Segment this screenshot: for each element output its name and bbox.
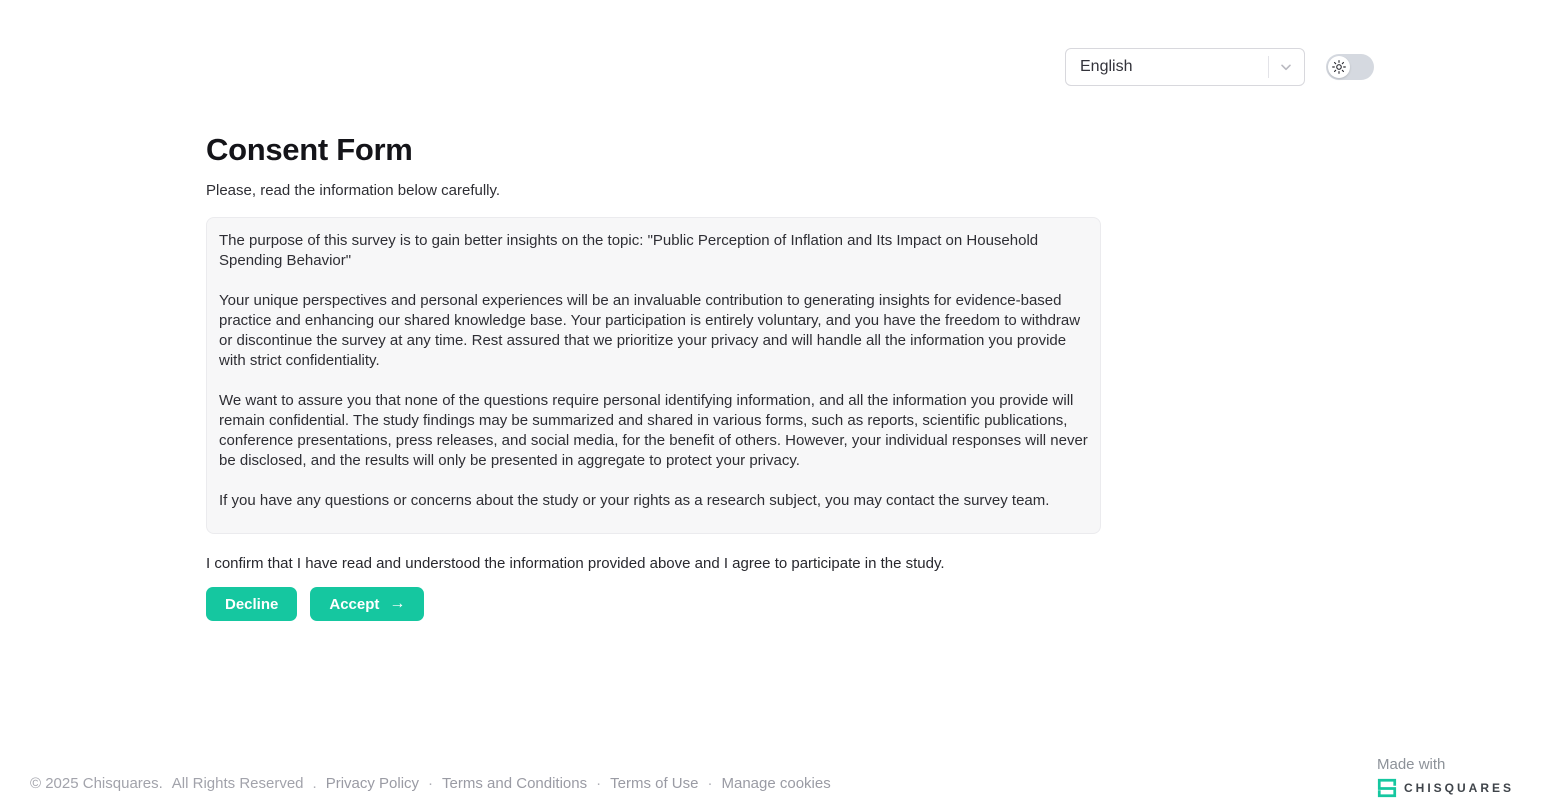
subtitle: Please, read the information below carefully.: [206, 182, 501, 199]
copyright-text: © 2025 Chisquares.: [30, 775, 163, 792]
separator: .: [312, 775, 317, 792]
select-divider: [1268, 56, 1269, 78]
theme-toggle-knob: [1328, 56, 1350, 78]
page-title: Consent Form: [206, 132, 413, 167]
footer-legal: [30, 775, 831, 792]
separator: ·: [707, 775, 713, 792]
footer-link-privacy-policy[interactable]: Privacy Policy: [325, 775, 420, 792]
separator: ·: [428, 775, 434, 792]
accept-button[interactable]: [310, 587, 424, 621]
chevron-down-icon: [1278, 59, 1294, 75]
made-with-text: Made with: [1377, 756, 1446, 773]
consent-info-box: [206, 217, 1101, 534]
chisquares-logo-icon: [1377, 778, 1397, 798]
footer-link-terms-of-use[interactable]: Terms of Use: [610, 775, 699, 792]
arrow-right-icon: →: [389, 595, 406, 612]
theme-toggle[interactable]: [1326, 54, 1374, 80]
language-select-value: English: [1080, 58, 1133, 75]
sun-icon: [1331, 59, 1347, 75]
footer-link-terms-and-conditions[interactable]: Terms and Conditions: [442, 775, 588, 792]
brand-wordmark: CHISQUARES: [1404, 781, 1515, 795]
accept-button-label: Accept: [329, 595, 380, 613]
consent-paragraph-confidentiality: We want to assure you that none of the questions require personal identifying information, and all the information you provide will remain confidential. The study findings may be summarized and shared in various forms, such as reports, scientific publications, conference presentations, press releases, and social media, for the benefit of others. However, your individual responses will never be disclosed, and the results will only be presented in aggregate to protect your privacy.: [219, 392, 1088, 469]
consent-form: [206, 132, 1101, 621]
consent-paragraph-contact: If you have any questions or concerns about the study or your rights as a research subject, you may contact the survey team.: [219, 492, 1050, 509]
consent-actions: [206, 587, 1101, 621]
footer-link-manage-cookies[interactable]: Manage cookies: [721, 775, 831, 792]
made-with-block: [1377, 756, 1514, 798]
consent-paragraph-purpose: The purpose of this survey is to gain better insights on the topic: "Public Perception of Inflation and Its Impact on Household Spending Behavior": [219, 232, 1039, 269]
decline-button[interactable]: Decline: [206, 587, 297, 621]
confirmation-text: I confirm that I have read and understood the information provided above and I agree to participate in the study.: [206, 555, 945, 572]
brand-row[interactable]: [1377, 778, 1514, 798]
separator: ·: [596, 775, 602, 792]
language-select[interactable]: [1065, 48, 1305, 86]
rights-text: All Rights Reserved: [171, 775, 304, 792]
consent-paragraph-voluntary: Your unique perspectives and personal experiences will be an invaluable contribution to generating insights for evidence-based practice and enhancing our shared knowledge base. Your participation is entirely voluntary, and you have the freedom to withdraw or discontinue the survey at any time. Rest assured that we prioritize your privacy and will handle all the information you provide with strict confidentiality.: [219, 292, 1081, 369]
